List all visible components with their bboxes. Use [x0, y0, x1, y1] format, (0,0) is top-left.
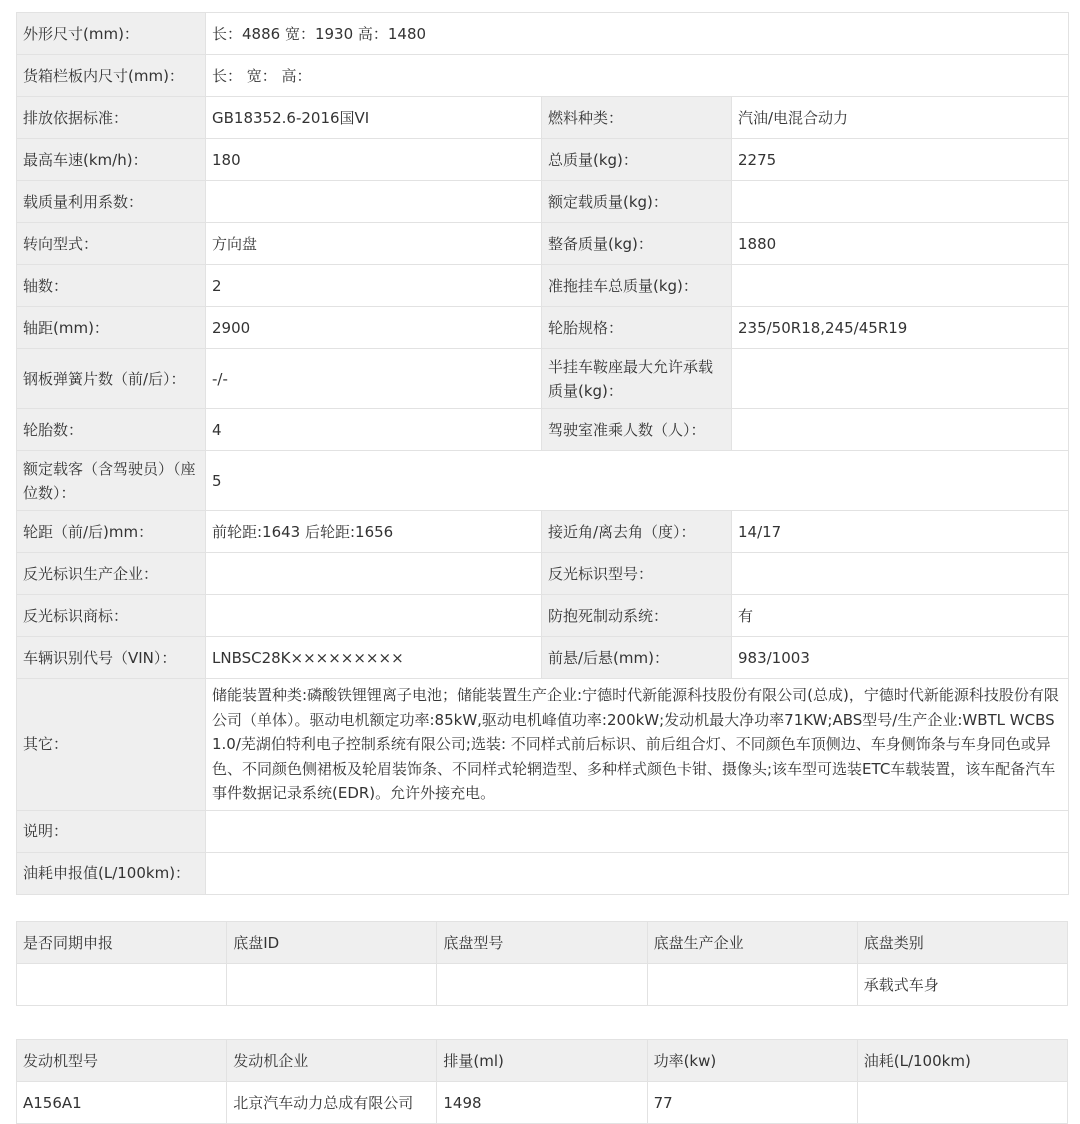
spec-row [17, 409, 1069, 451]
table-cell: 77 [647, 1082, 857, 1124]
field-value: LNBSC28K××××××××× [206, 637, 542, 679]
spec-row [17, 265, 1069, 307]
field-value [732, 409, 1069, 451]
field-label: 油耗申报值(L/100km)： [17, 852, 206, 894]
field-label: 轮胎数： [17, 409, 206, 451]
table-cell [227, 964, 437, 1006]
field-label: 半挂车鞍座最大允许承载质量(kg)： [542, 349, 732, 409]
table-cell: A156A1 [17, 1082, 227, 1124]
field-value [732, 553, 1069, 595]
column-header: 排量(ml) [437, 1040, 647, 1082]
table-cell [437, 964, 647, 1006]
field-value: 2 [206, 265, 542, 307]
field-label: 说明： [17, 810, 206, 852]
spec-row-other [17, 679, 1069, 811]
field-value: 14/17 [732, 511, 1069, 553]
field-value: 2900 [206, 307, 542, 349]
column-header: 是否同期申报 [17, 922, 227, 964]
field-label: 反光标识生产企业： [17, 553, 206, 595]
column-header: 底盘生产企业 [647, 922, 857, 964]
field-value [206, 810, 1069, 852]
chassis-table [16, 921, 1068, 1006]
field-label: 接近角/离去角（度）： [542, 511, 732, 553]
spec-row [17, 553, 1069, 595]
field-label: 驾驶室准乘人数（人）： [542, 409, 732, 451]
field-label: 反光标识商标： [17, 595, 206, 637]
field-value: GB18352.6-2016国VI [206, 97, 542, 139]
field-value: 235/50R18,245/45R19 [732, 307, 1069, 349]
field-value: 储能装置种类:磷酸铁锂锂离子电池；储能装置生产企业:宁德时代新能源科技股份有限公司(总成)，宁德时代新能源科技股份有限公司（单体）。驱动电机额定功率:85kW,驱动电机峰值功率:200kW;发动机最大净功率71KW;ABS型号/生产企业:WBTL WCBS 1.0/芜湖伯特利电子控制系统有限公司;选装: 不同样式前后标识、前后组合灯、不同颜色车顶侧边、车身侧饰条与车身同色或异色、不同颜色侧裙板及轮眉装饰条、不同样式轮辋造型、多种样式颜色卡钳、摄像头;该车型可选装ETC车载装置，该车配备汽车事件数据记录系统(EDR)。允许外接充电。 [206, 679, 1069, 811]
field-value [206, 181, 542, 223]
field-value: 汽油/电混合动力 [732, 97, 1069, 139]
field-value: 前轮距:1643 后轮距:1656 [206, 511, 542, 553]
column-header: 发动机企业 [227, 1040, 437, 1082]
field-label: 转向型式： [17, 223, 206, 265]
field-value [206, 595, 542, 637]
spec-row [17, 307, 1069, 349]
field-label: 外形尺寸(mm)： [17, 13, 206, 55]
spec-row-fuel [17, 852, 1069, 894]
field-label: 轴数： [17, 265, 206, 307]
table-cell: 1498 [437, 1082, 647, 1124]
table-row [17, 1082, 1068, 1124]
field-value [732, 181, 1069, 223]
spec-row-cargo-dims [17, 55, 1069, 97]
field-value [732, 349, 1069, 409]
spec-row [17, 637, 1069, 679]
field-label: 货箱栏板内尺寸(mm)： [17, 55, 206, 97]
spec-row-seats [17, 451, 1069, 511]
spec-row [17, 349, 1069, 409]
field-value: -/- [206, 349, 542, 409]
column-header: 底盘类别 [857, 922, 1067, 964]
field-label: 载质量利用系数： [17, 181, 206, 223]
table-cell: 承载式车身 [857, 964, 1067, 1006]
table-cell: 北京汽车动力总成有限公司 [227, 1082, 437, 1124]
table-cell [857, 1082, 1067, 1124]
column-header: 底盘ID [227, 922, 437, 964]
field-value: 1880 [732, 223, 1069, 265]
field-value [732, 265, 1069, 307]
column-header: 发动机型号 [17, 1040, 227, 1082]
field-label: 准拖挂车总质量(kg)： [542, 265, 732, 307]
field-value: 长：4886 宽：1930 高：1480 [206, 13, 1069, 55]
field-label: 额定载客（含驾驶员）（座位数）： [17, 451, 206, 511]
field-label: 排放依据标准： [17, 97, 206, 139]
engine-table [16, 1039, 1068, 1124]
spec-row [17, 595, 1069, 637]
field-value [206, 852, 1069, 894]
field-label: 前悬/后悬(mm)： [542, 637, 732, 679]
field-value [206, 553, 542, 595]
column-header: 油耗(L/100km) [857, 1040, 1067, 1082]
field-label: 反光标识型号： [542, 553, 732, 595]
field-value: 长： 宽： 高： [206, 55, 1069, 97]
field-label: 燃料种类： [542, 97, 732, 139]
spec-row [17, 511, 1069, 553]
spec-row [17, 97, 1069, 139]
field-value: 983/1003 [732, 637, 1069, 679]
field-value: 有 [732, 595, 1069, 637]
table-header-row [17, 922, 1068, 964]
table-cell [647, 964, 857, 1006]
spec-row-dims [17, 13, 1069, 55]
field-label: 轮距（前/后)mm： [17, 511, 206, 553]
field-label: 额定载质量(kg)： [542, 181, 732, 223]
field-label: 钢板弹簧片数（前/后）： [17, 349, 206, 409]
column-header: 功率(kw) [647, 1040, 857, 1082]
field-label: 总质量(kg)： [542, 139, 732, 181]
field-label: 轴距(mm)： [17, 307, 206, 349]
spec-row [17, 181, 1069, 223]
spec-row [17, 223, 1069, 265]
field-value: 180 [206, 139, 542, 181]
column-header: 底盘型号 [437, 922, 647, 964]
field-label: 防抱死制动系统： [542, 595, 732, 637]
field-label: 最高车速(km/h)： [17, 139, 206, 181]
table-row [17, 964, 1068, 1006]
spec-row-note [17, 810, 1069, 852]
field-value: 方向盘 [206, 223, 542, 265]
field-value: 5 [206, 451, 1069, 511]
spec-table [16, 12, 1069, 895]
field-value: 2275 [732, 139, 1069, 181]
field-label: 其它： [17, 679, 206, 811]
table-cell [17, 964, 227, 1006]
table-header-row [17, 1040, 1068, 1082]
field-label: 车辆识别代号（VIN）： [17, 637, 206, 679]
spec-row [17, 139, 1069, 181]
field-value: 4 [206, 409, 542, 451]
field-label: 轮胎规格： [542, 307, 732, 349]
field-label: 整备质量(kg)： [542, 223, 732, 265]
